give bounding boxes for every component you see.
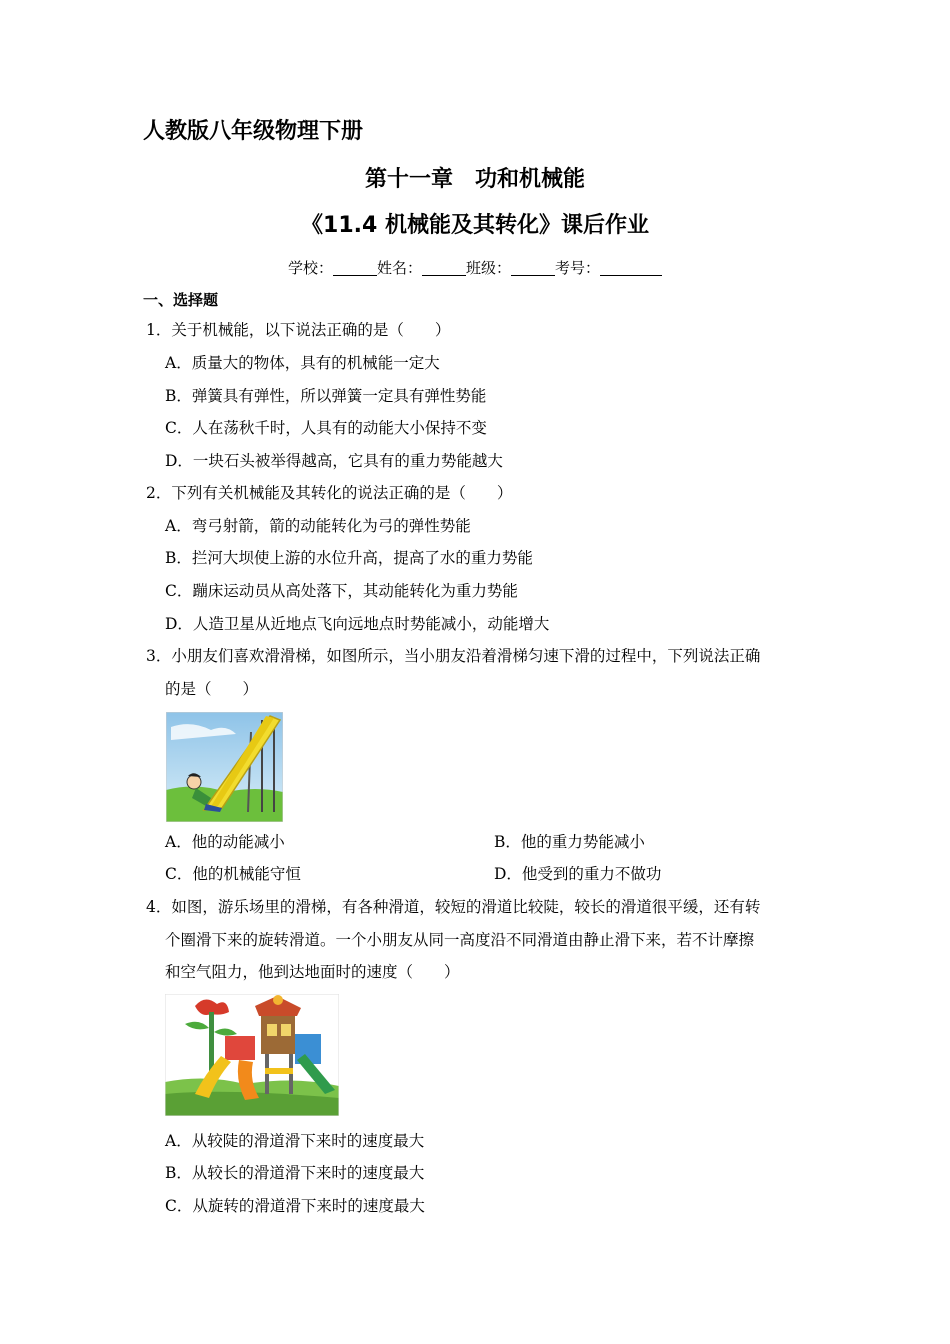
question-4-option-c: C．从旋转的滑道滑下来时的速度最大 <box>165 1197 425 1215</box>
question-2-stem: 2．下列有关机械能及其转化的说法正确的是（ ） <box>146 484 513 502</box>
question-1-option-a: A．质量大的物体，具有的机械能一定大 <box>165 354 440 372</box>
question-4-stem: 4．如图，游乐场里的滑梯，有各种滑道，较短的滑道比较陡，较长的滑道很平缓，还有转 <box>146 898 761 916</box>
school-label: 学校： <box>287 259 333 277</box>
question-4-stem-cont-1: 个圈滑下来的旋转滑道。一个小朋友从同一高度沿不同滑道由静止滑下来，若不计摩擦 <box>165 931 755 949</box>
question-3-option-c: C．他的机械能守恒 <box>165 865 301 883</box>
ladder-rung <box>265 1068 293 1074</box>
roof-ball <box>273 995 283 1005</box>
lesson-title: 《11.4 机械能及其转化》课后作业 <box>301 213 649 238</box>
child-head <box>187 775 201 789</box>
question-2-option-b: B．拦河大坝使上游的水位升高，提高了水的重力势能 <box>165 549 533 567</box>
platform <box>225 1036 255 1060</box>
question-3-stem-cont: 的是（ ） <box>165 680 259 698</box>
exam-no-label: 考号： <box>555 259 601 277</box>
question-1-option-c: C．人在荡秋千时，人具有的动能大小保持不变 <box>165 419 487 437</box>
class-label: 班级： <box>466 259 512 277</box>
question-4-stem-cont-2: 和空气阻力，他到达地面时的速度（ ） <box>165 963 460 981</box>
class-blank[interactable] <box>511 260 555 276</box>
exam-no-blank[interactable] <box>600 260 662 276</box>
school-blank[interactable] <box>333 260 377 276</box>
question-2-option-c: C．蹦床运动员从高处落下，其动能转化为重力势能 <box>165 582 518 600</box>
playground-figure <box>165 994 339 1116</box>
name-label: 姓名： <box>376 259 422 277</box>
tower-window <box>267 1024 277 1036</box>
tower-window <box>281 1024 291 1036</box>
question-2-option-d: D．人造卫星从近地点飞向远地点时势能减小，动能增大 <box>165 615 550 633</box>
question-1-option-b: B．弹簧具有弹性，所以弹簧一定具有弹性势能 <box>165 387 487 405</box>
question-4-option-b: B．从较长的滑道滑下来时的速度最大 <box>165 1164 425 1182</box>
question-2-option-a: A．弯弓射箭，箭的动能转化为弓的弹性势能 <box>165 517 471 535</box>
question-3-option-b: B．他的重力势能减小 <box>494 833 645 851</box>
question-1-stem: 1．关于机械能，以下说法正确的是（ ） <box>146 321 451 339</box>
question-4-option-a: A．从较陡的滑道滑下来时的速度最大 <box>165 1132 425 1150</box>
slide-figure <box>166 712 283 822</box>
book-title: 人教版八年级物理下册 <box>143 119 364 144</box>
name-blank[interactable] <box>422 260 466 276</box>
student-info-line <box>0 257 950 278</box>
chapter-title: 第十一章 功和机械能 <box>364 167 585 192</box>
question-1-option-d: D．一块石头被举得越高，它具有的重力势能越大 <box>165 452 503 470</box>
question-3-stem: 3．小朋友们喜欢滑滑梯，如图所示，当小朋友沿着滑梯匀速下滑的过程中，下列说法正确 <box>146 647 761 665</box>
section-heading: 一、选择题 <box>143 291 219 309</box>
question-3-option-d: D．他受到的重力不做功 <box>494 865 662 883</box>
question-3-option-a: A．他的动能减小 <box>165 833 285 851</box>
